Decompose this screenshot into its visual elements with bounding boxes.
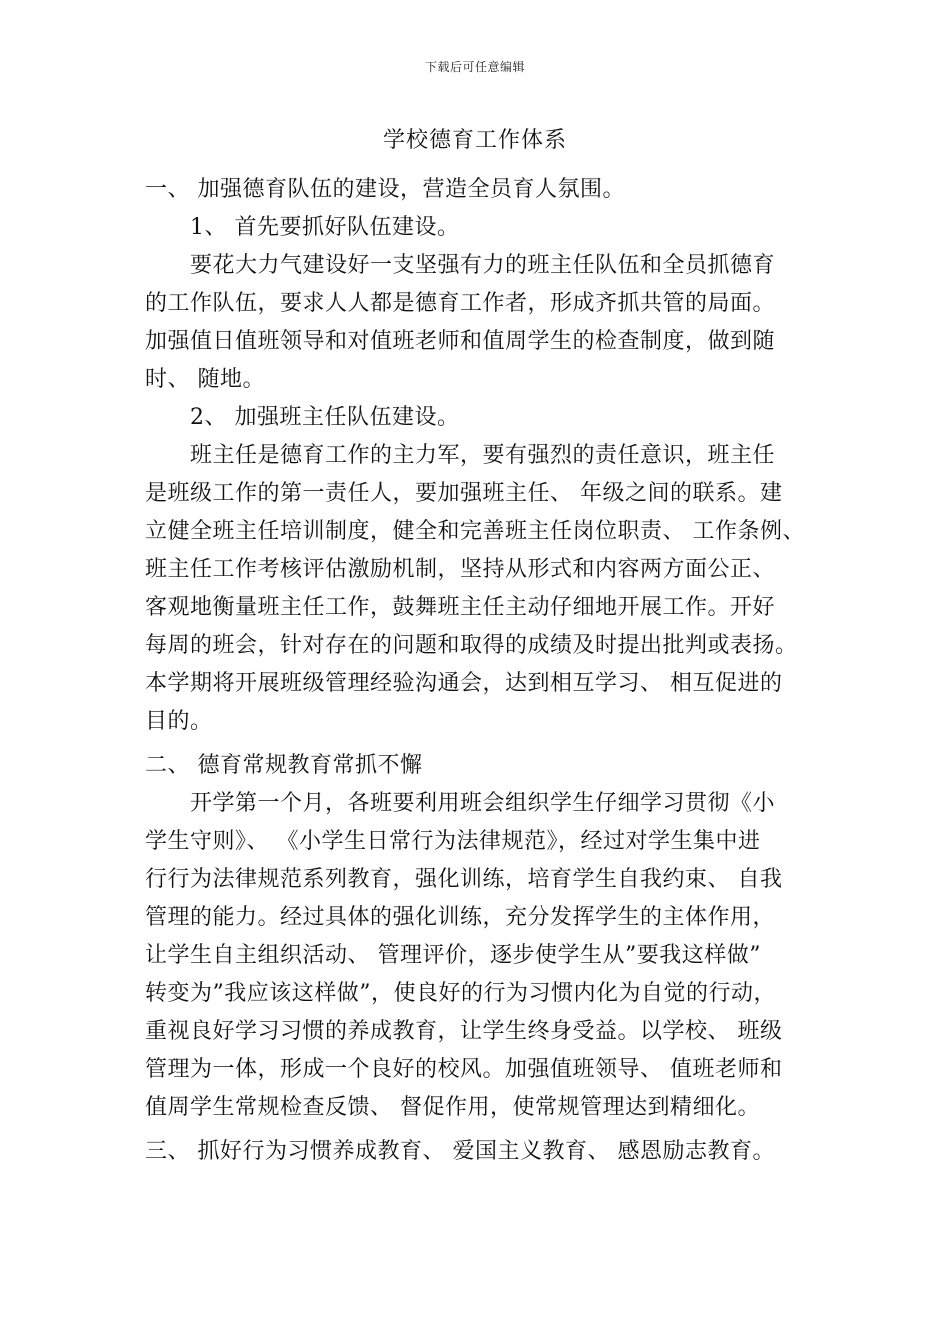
header-note: 下载后可任意编辑 [424,60,525,74]
paragraph-line: 时、 随地。 [145,367,265,392]
section-heading-1: 一、 加强德育队伍的建设，营造全员育人氛围。 [145,177,625,202]
paragraph-line: 让学生自主组织活动、 管理评价，逐步使学生从”要我这样做” [145,943,761,968]
paragraph-line: 的工作队伍，要求人人都是德育工作者，形成齐抓共管的局面。 [145,291,776,316]
paragraph-line: 开学第一个月，各班要利用班会组织学生仔细学习贯彻《小 [190,791,776,816]
section-heading-3: 三、 抓好行为习惯养成教育、 爱国主义教育、 感恩励志教育。 [145,1139,775,1164]
paragraph-line: 是班级工作的第一责任人，要加强班主任、 年级之间的联系。建 [145,481,783,506]
paragraph-line: 目的。 [145,709,213,734]
paragraph-line: 转变为”我应该这样做”，使良好的行为习惯内化为自觉的行动， [145,981,776,1006]
paragraph-line: 班主任是德育工作的主力军，要有强烈的责任意识，班主任 [190,443,776,468]
paragraph-line: 管理为一体，形成一个良好的校风。加强值班领导、 值班老师和 [145,1057,783,1082]
subsection-heading-1: 1、 首先要抓好队伍建设。 [190,215,460,240]
paragraph-line: 加强值日值班领导和对值班老师和值周学生的检查制度，做到随 [145,329,776,354]
paragraph-line: 学生守则》、 《小学生日常行为法律规范》，经过对学生集中进 [145,829,761,854]
paragraph-line: 管理的能力。经过具体的强化训练，充分发挥学生的主体作用， [145,905,776,930]
paragraph-line: 本学期将开展班级管理经验沟通会，达到相互学习、 相互促进的 [145,671,783,696]
paragraph-line: 每周的班会，针对存在的问题和取得的成绩及时提出批判或表扬。 [145,633,798,658]
section-heading-2: 二、 德育常规教育常抓不懈 [145,753,423,778]
paragraph-line: 客观地衡量班主任工作，鼓舞班主任主动仔细地开展工作。开好 [145,595,776,620]
paragraph-line: 立健全班主任培训制度，健全和完善班主任岗位职责、 工作条例、 [145,519,805,544]
paragraph-line: 要花大力气建设好一支坚强有力的班主任队伍和全员抓德育 [190,253,776,278]
paragraph-line: 行行为法律规范系列教育，强化训练，培育学生自我约束、 自我 [145,867,783,892]
paragraph-line: 重视良好学习习惯的养成教育，让学生终身受益。以学校、 班级 [145,1019,783,1044]
document-title: 学校德育工作体系 [382,128,567,153]
paragraph-line: 值周学生常规检查反馈、 督促作用，使常规管理达到精细化。 [145,1095,760,1120]
paragraph-line: 班主任工作考核评估激励机制，坚持从形式和内容两方面公正、 [145,557,776,582]
subsection-heading-2: 2、 加强班主任队伍建设。 [190,405,460,430]
